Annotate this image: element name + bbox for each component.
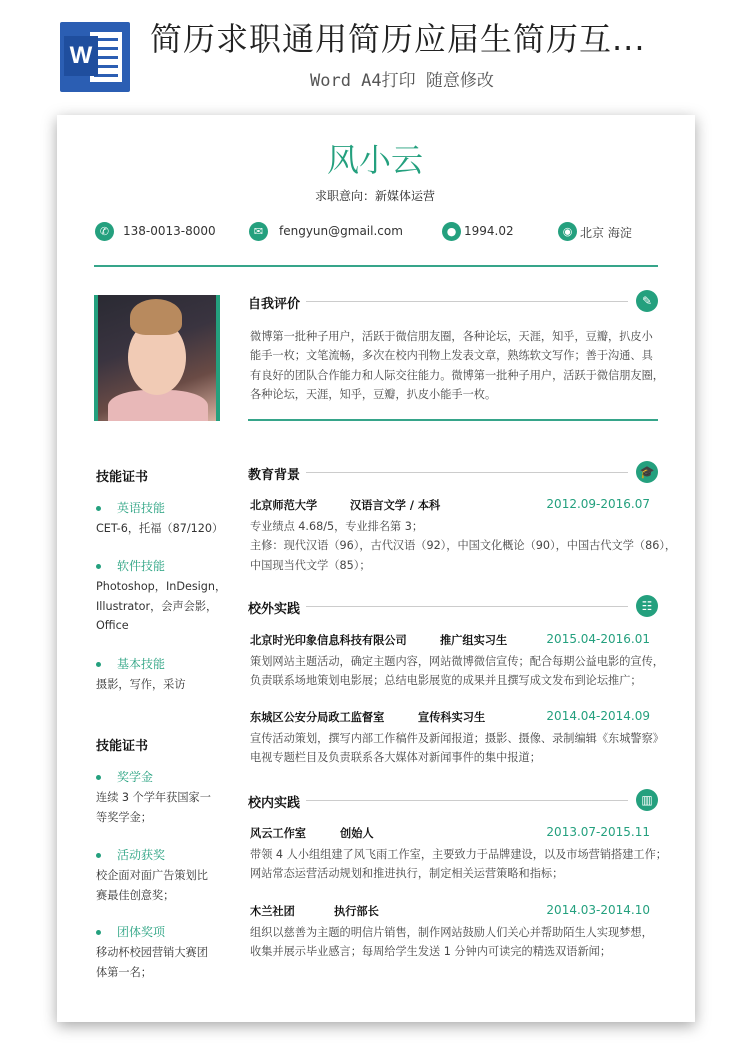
section-header-education: 教育背景 🎓 — [248, 461, 658, 485]
section-header-internal: 校内实践 ▥ — [248, 789, 658, 813]
self-eval-divider — [248, 419, 658, 421]
section-header-self-eval: 自我评价 ✎ — [248, 290, 658, 314]
awards-heading: 技能证书 — [96, 739, 149, 754]
contact-birth: 1994.02 — [464, 224, 514, 238]
external-entry: 北京时光印象信息科技有限公司 推广组实习生 2015.04-2016.01 策划网站主题活动，确定主题内容，网站微博微信宣传；配合每期公益电影的宣传， 负责联系场地策划电影展；总结电影展览的成果并且撰写成文发布到论坛推广； — [250, 632, 664, 688]
profile-photo — [94, 295, 220, 421]
graduation-cap-icon: 🎓 — [636, 461, 658, 483]
document-subtitle: Word A4打印 随意修改 — [310, 71, 494, 91]
id-card-icon: ☷ — [636, 595, 658, 617]
document-title: 简历求职通用简历应届生简历互... — [150, 20, 646, 58]
contact-email: fengyun@gmail.com — [279, 224, 403, 238]
edit-icon: ✎ — [636, 290, 658, 312]
award-item: 活动获奖 校企面对面广告策划比 赛最佳创意奖； — [96, 848, 208, 902]
skill-item: 英语技能 CET-6，托福（87/120） — [96, 501, 224, 535]
person-icon: ● — [442, 222, 461, 241]
internal-entry: 风云工作室 创始人 2013.07-2015.11 带领 4 人小组组建了风飞雨工作室，主要致力于品牌建设，以及市场营销搭建工作； 网站常态运营活动规划和推进执行，制定相关运营策略和指标； — [250, 825, 667, 881]
job-intent: 求职意向：新媒体运营 — [314, 189, 435, 203]
education-entry: 北京师范大学 汉语言文学 / 本科 2012.09-2016.07 专业绩点 4.68/5，专业排名第 3； 主修：现代汉语（96），古代汉语（92），中国文化概论（90），中国古代文学（86）， 中国现当代文学（85）； — [250, 497, 677, 572]
skills-heading: 技能证书 — [96, 470, 149, 485]
contact-location: 北京 海淀 — [580, 226, 632, 240]
internal-entry: 木兰社团 执行部长 2014.03-2014.10 组织以慈善为主题的明信片销售，制作网站鼓励人们关心并帮助陌生人实现梦想， 收集并展示毕业感言；每周给学生发送 1 分钟内可读完的精选双语新闻； — [250, 903, 653, 959]
books-icon: ▥ — [636, 789, 658, 811]
header-divider — [94, 265, 658, 267]
candidate-name: 风小云 — [326, 141, 423, 179]
mail-icon: ✉ — [249, 222, 268, 241]
self-eval-text: 微博第一批种子用户，活跃于微信朋友圈，各种论坛，天涯，知乎，豆瓣，扒皮小 能手一枚；文笔流畅，多次在校内刊物上发表文章，熟练软文写作；善于沟通、具 有良好的团队合作能力和人际交往能力。微博第一批种子用户，活跃于微信朋友圈， 各种论坛，天涯，知乎，豆瓣，扒皮小能手一枚。 — [250, 330, 664, 401]
award-item: 团体奖项 移动杯校园营销大赛团 体第一名； — [96, 925, 208, 979]
section-header-external: 校外实践 ☷ — [248, 595, 658, 619]
skill-item: 软件技能 Photoshop，InDesign， Illustrator，会声会影， Office — [96, 559, 227, 632]
contact-phone: 138-0013-8000 — [123, 224, 216, 238]
external-entry: 东城区公安分局政工监督室 宣传科实习生 2014.04-2014.09 宣传活动策划，撰写内部工作稿件及新闻报道；摄影、摄像、录制编辑《东城警察》 电视专题栏目及负责联系各大媒体对新闻事件的集中报道； — [250, 709, 664, 765]
word-app-icon: W — [60, 22, 130, 92]
skill-item: 基本技能 摄影，写作，采访 — [96, 657, 186, 691]
phone-icon: ✆ — [95, 222, 114, 241]
award-item: 奖学金 连续 3 个学年获国家一 等奖学金； — [96, 770, 211, 824]
location-icon: ◉ — [558, 222, 577, 241]
